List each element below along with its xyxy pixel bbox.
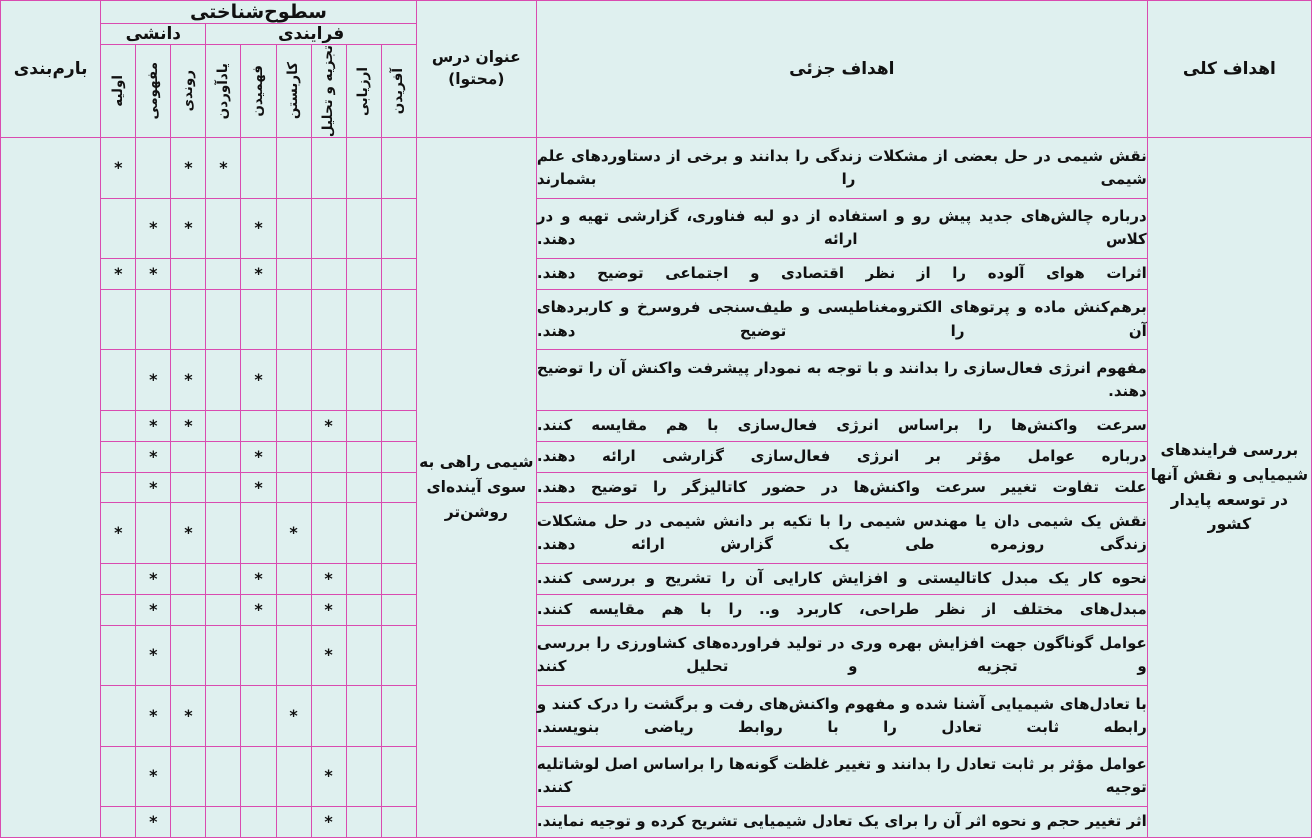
mark-cell-tajzie-tahlil[interactable]	[311, 289, 346, 349]
mark-cell-yadavardan[interactable]	[206, 503, 241, 563]
mark-cell-arzyabi[interactable]	[346, 198, 381, 258]
asterisk-mark-icon: *	[324, 766, 333, 786]
mark-cell-afaridan[interactable]	[381, 259, 416, 290]
asterisk-mark-icon: *	[149, 645, 158, 665]
mark-cell-ravandi[interactable]	[171, 563, 206, 594]
objective-cell: عوامل گوناگون جهت افزایش بهره وری در تولید فراورده‌های کشاورزی را بررسی و تجزیه و تحلیل کنند	[536, 625, 1147, 685]
mark-cell-tajzie-tahlil[interactable]	[311, 686, 346, 746]
table-row	[1, 441, 1312, 472]
mark-cell-afaridan[interactable]	[381, 138, 416, 198]
objective-cell: نحوه کار یک مبدل کاتالیستی و افزایش کارایی آن را تشریح و بررسی کنند.	[536, 563, 1147, 594]
mark-cell-tajzie-tahlil[interactable]	[311, 410, 346, 441]
table-row	[1, 807, 1312, 838]
mark-cell-karbastan[interactable]	[276, 138, 311, 198]
mark-cell-avalie[interactable]	[101, 472, 136, 503]
header-col-arzyabi: ارزیابی	[346, 45, 381, 138]
mark-cell-mafhoumi[interactable]	[136, 410, 171, 441]
asterisk-mark-icon: *	[254, 263, 263, 283]
mark-cell-ravandi[interactable]	[171, 350, 206, 410]
header-col-yadavardan: یادآوردن	[206, 45, 241, 138]
table-row	[1, 138, 1312, 198]
table-row	[1, 289, 1312, 349]
header-col-fahmidan: فهمیدن	[241, 45, 276, 138]
header-process-group: فرایندی	[206, 24, 416, 45]
mark-cell-avalie[interactable]	[101, 594, 136, 625]
mark-cell-yadavardan[interactable]	[206, 289, 241, 349]
mark-cell-avalie[interactable]	[101, 138, 136, 198]
mark-cell-yadavardan[interactable]	[206, 350, 241, 410]
mark-cell-afaridan[interactable]	[381, 686, 416, 746]
mark-cell-ravandi[interactable]	[171, 138, 206, 198]
mark-cell-fahmidan[interactable]	[241, 138, 276, 198]
table-row	[1, 594, 1312, 625]
mark-cell-yadavardan[interactable]	[206, 138, 241, 198]
mark-cell-yadavardan[interactable]	[206, 746, 241, 806]
mark-cell-tajzie-tahlil[interactable]	[311, 441, 346, 472]
table-body	[1, 138, 1312, 838]
header-knowledge-group: دانشی	[101, 24, 206, 45]
table-row	[1, 625, 1312, 685]
header-col-mafhoumi: مفهومی	[136, 45, 171, 138]
header-col-tajzie-tahlil: تجزیه و تحلیل	[311, 45, 346, 138]
mark-cell-arzyabi[interactable]	[346, 410, 381, 441]
mark-cell-arzyabi[interactable]	[346, 686, 381, 746]
asterisk-mark-icon: *	[149, 568, 158, 588]
mark-cell-ravandi[interactable]	[171, 746, 206, 806]
asterisk-mark-icon: *	[324, 599, 333, 619]
objective-cell: درباره چالش‌های جدید پیش رو و استفاده از دو لبه فناوری، گزارشی تهیه و در کلاس ارائه دهند.	[536, 198, 1147, 258]
objective-cell: نقش شیمی در حل بعضی از مشکلات زندگی را بدانند و برخی از دستاوردهای علم شیمی را بشمارند	[536, 138, 1147, 198]
header-col-avalie: اولیه	[101, 45, 136, 138]
mark-cell-afaridan[interactable]	[381, 472, 416, 503]
table-row	[1, 746, 1312, 806]
header-grading: بارم‌بندی	[1, 1, 101, 138]
mark-cell-karbastan[interactable]	[276, 594, 311, 625]
mark-cell-afaridan[interactable]	[381, 289, 416, 349]
objective-cell: نقش یک شیمی دان یا مهندس شیمی را با تکیه بر دانش شیمی در حل مشکلات زندگی روزمره طی یک گزارش ارائه دهند.	[536, 503, 1147, 563]
asterisk-mark-icon: *	[149, 218, 158, 238]
table-row	[1, 410, 1312, 441]
mark-cell-avalie[interactable]	[101, 563, 136, 594]
mark-cell-ravandi[interactable]	[171, 594, 206, 625]
objective-cell: درباره عوامل مؤثر بر انرژی فعال‌سازی گزارشی ارائه دهند.	[536, 441, 1147, 472]
table-row	[1, 472, 1312, 503]
mark-cell-karbastan[interactable]	[276, 198, 311, 258]
asterisk-mark-icon: *	[184, 157, 193, 177]
mark-cell-avalie[interactable]	[101, 410, 136, 441]
mark-cell-afaridan[interactable]	[381, 503, 416, 563]
mark-cell-ravandi[interactable]	[171, 410, 206, 441]
mark-cell-arzyabi[interactable]	[346, 625, 381, 685]
mark-cell-tajzie-tahlil[interactable]	[311, 746, 346, 806]
asterisk-mark-icon: *	[254, 446, 263, 466]
objective-cell: علت تفاوت تغییر سرعت واکنش‌ها در حضور کاتالیزگر را توضیح دهند.	[536, 472, 1147, 503]
mark-cell-karbastan[interactable]	[276, 289, 311, 349]
asterisk-mark-icon: *	[149, 477, 158, 497]
mark-cell-yadavardan[interactable]	[206, 563, 241, 594]
mark-cell-karbastan[interactable]	[276, 686, 311, 746]
table-row	[1, 563, 1312, 594]
mark-cell-mafhoumi[interactable]	[136, 746, 171, 806]
mark-cell-mafhoumi[interactable]	[136, 259, 171, 290]
mark-cell-avalie[interactable]	[101, 441, 136, 472]
mark-cell-arzyabi[interactable]	[346, 350, 381, 410]
mark-cell-mafhoumi[interactable]	[136, 625, 171, 685]
mark-cell-arzyabi[interactable]	[346, 472, 381, 503]
mark-cell-mafhoumi[interactable]	[136, 563, 171, 594]
asterisk-mark-icon: *	[254, 370, 263, 390]
objective-cell: مبدل‌های مختلف از نظر طراحی، کاربرد و.. را با هم مقایسه کنند.	[536, 594, 1147, 625]
asterisk-mark-icon: *	[149, 705, 158, 725]
asterisk-mark-icon: *	[184, 218, 193, 238]
mark-cell-karbastan[interactable]	[276, 625, 311, 685]
mark-cell-afaridan[interactable]	[381, 198, 416, 258]
mark-cell-yadavardan[interactable]	[206, 472, 241, 503]
mark-cell-ravandi[interactable]	[171, 503, 206, 563]
mark-cell-tajzie-tahlil[interactable]	[311, 594, 346, 625]
mark-cell-avalie[interactable]	[101, 746, 136, 806]
objective-cell: مفهوم انرژی فعال‌سازی را بدانند و با توجه به نمودار پیشرفت واکنش آن را توضیح دهند.	[536, 350, 1147, 410]
mark-cell-mafhoumi[interactable]	[136, 503, 171, 563]
header-col-afaridan: آفریدن	[381, 45, 416, 138]
mark-cell-tajzie-tahlil[interactable]	[311, 807, 346, 838]
grading-cell[interactable]	[1, 138, 101, 838]
objective-cell: اثر تغییر حجم و نحوه اثر آن را برای یک تعادل شیمیایی تشریح کرده و توجیه نمایند.	[536, 807, 1147, 838]
asterisk-mark-icon: *	[184, 705, 193, 725]
header-detailed-objectives: اهداف جزئی	[536, 1, 1147, 138]
asterisk-mark-icon: *	[114, 157, 123, 177]
mark-cell-yadavardan[interactable]	[206, 259, 241, 290]
mark-cell-fahmidan[interactable]	[241, 289, 276, 349]
mark-cell-karbastan[interactable]	[276, 441, 311, 472]
mark-cell-tajzie-tahlil[interactable]	[311, 503, 346, 563]
mark-cell-afaridan[interactable]	[381, 746, 416, 806]
lesson-title-cell: شیمی راهی به سوی آینده‌ای روشن‌تر	[416, 138, 536, 838]
mark-cell-yadavardan[interactable]	[206, 441, 241, 472]
asterisk-mark-icon: *	[149, 370, 158, 390]
mark-cell-arzyabi[interactable]	[346, 441, 381, 472]
mark-cell-arzyabi[interactable]	[346, 563, 381, 594]
table-row	[1, 686, 1312, 746]
mark-cell-karbastan[interactable]	[276, 503, 311, 563]
mark-cell-mafhoumi[interactable]	[136, 138, 171, 198]
table-row	[1, 198, 1312, 258]
mark-cell-mafhoumi[interactable]	[136, 472, 171, 503]
mark-cell-karbastan[interactable]	[276, 472, 311, 503]
mark-cell-arzyabi[interactable]	[346, 594, 381, 625]
mark-cell-fahmidan[interactable]	[241, 625, 276, 685]
asterisk-mark-icon: *	[254, 568, 263, 588]
mark-cell-avalie[interactable]	[101, 807, 136, 838]
header-lesson-title-line1: عنوان درس	[431, 48, 521, 67]
mark-cell-karbastan[interactable]	[276, 410, 311, 441]
mark-cell-ravandi[interactable]	[171, 289, 206, 349]
general-objective-cell: بررسی فرایندهای شیمیایی و نقش آنها در توسعه پایدار کشور	[1147, 138, 1311, 838]
header-row-1	[1, 1, 1312, 24]
objective-cell: برهم‌کنش ماده و پرتوهای الکترومغناطیسی و طیف‌سنجی فروسرخ و کاربردهای آن را توضیح دهند.	[536, 289, 1147, 349]
mark-cell-avalie[interactable]	[101, 503, 136, 563]
mark-cell-karbastan[interactable]	[276, 563, 311, 594]
mark-cell-ravandi[interactable]	[171, 807, 206, 838]
mark-cell-tajzie-tahlil[interactable]	[311, 472, 346, 503]
mark-cell-mafhoumi[interactable]	[136, 350, 171, 410]
mark-cell-fahmidan[interactable]	[241, 503, 276, 563]
mark-cell-ravandi[interactable]	[171, 472, 206, 503]
header-lesson-title	[416, 1, 536, 138]
mark-cell-avalie[interactable]	[101, 625, 136, 685]
mark-cell-tajzie-tahlil[interactable]	[311, 625, 346, 685]
mark-cell-ravandi[interactable]	[171, 198, 206, 258]
mark-cell-mafhoumi[interactable]	[136, 686, 171, 746]
mark-cell-afaridan[interactable]	[381, 563, 416, 594]
mark-cell-ravandi[interactable]	[171, 686, 206, 746]
header-lesson-title-line2: (محتوا)	[448, 70, 505, 89]
mark-cell-arzyabi[interactable]	[346, 289, 381, 349]
mark-cell-avalie[interactable]	[101, 259, 136, 290]
mark-cell-fahmidan[interactable]	[241, 686, 276, 746]
mark-cell-fahmidan[interactable]	[241, 441, 276, 472]
asterisk-mark-icon: *	[149, 263, 158, 283]
mark-cell-arzyabi[interactable]	[346, 259, 381, 290]
header-cognitive-levels: سطوح‌شناختی	[101, 1, 417, 24]
mark-cell-tajzie-tahlil[interactable]	[311, 138, 346, 198]
asterisk-mark-icon: *	[289, 523, 298, 543]
asterisk-mark-icon: *	[254, 218, 263, 238]
mark-cell-karbastan[interactable]	[276, 259, 311, 290]
asterisk-mark-icon: *	[114, 523, 123, 543]
table-row	[1, 259, 1312, 290]
mark-cell-afaridan[interactable]	[381, 594, 416, 625]
asterisk-mark-icon: *	[114, 263, 123, 283]
header-col-karbastan: کاربستن	[276, 45, 311, 138]
objective-cell: سرعت واکنش‌ها را براساس انرژی فعال‌سازی با هم مقایسه کنند.	[536, 410, 1147, 441]
mark-cell-karbastan[interactable]	[276, 807, 311, 838]
mark-cell-ravandi[interactable]	[171, 625, 206, 685]
mark-cell-fahmidan[interactable]	[241, 259, 276, 290]
mark-cell-mafhoumi[interactable]	[136, 594, 171, 625]
mark-cell-tajzie-tahlil[interactable]	[311, 563, 346, 594]
mark-cell-afaridan[interactable]	[381, 441, 416, 472]
mark-cell-yadavardan[interactable]	[206, 198, 241, 258]
table-header	[1, 1, 1312, 138]
asterisk-mark-icon: *	[149, 766, 158, 786]
asterisk-mark-icon: *	[324, 812, 333, 832]
mark-cell-avalie[interactable]	[101, 686, 136, 746]
mark-cell-yadavardan[interactable]	[206, 686, 241, 746]
mark-cell-yadavardan[interactable]	[206, 594, 241, 625]
asterisk-mark-icon: *	[324, 645, 333, 665]
mark-cell-afaridan[interactable]	[381, 807, 416, 838]
mark-cell-fahmidan[interactable]	[241, 198, 276, 258]
mark-cell-karbastan[interactable]	[276, 350, 311, 410]
mark-cell-afaridan[interactable]	[381, 350, 416, 410]
mark-cell-arzyabi[interactable]	[346, 503, 381, 563]
mark-cell-avalie[interactable]	[101, 289, 136, 349]
table-row	[1, 350, 1312, 410]
mark-cell-tajzie-tahlil[interactable]	[311, 259, 346, 290]
mark-cell-tajzie-tahlil[interactable]	[311, 198, 346, 258]
header-general-objectives: اهداف کلی	[1147, 1, 1311, 138]
mark-cell-arzyabi[interactable]	[346, 746, 381, 806]
mark-cell-mafhoumi[interactable]	[136, 441, 171, 472]
mark-cell-afaridan[interactable]	[381, 625, 416, 685]
asterisk-mark-icon: *	[254, 599, 263, 619]
mark-cell-fahmidan[interactable]	[241, 472, 276, 503]
objective-cell: عوامل مؤثر بر ثابت تعادل را بدانند و تغییر غلظت گونه‌ها را براساس اصل لوشاتلیه توجیه کنند.	[536, 746, 1147, 806]
mark-cell-fahmidan[interactable]	[241, 807, 276, 838]
mark-cell-ravandi[interactable]	[171, 441, 206, 472]
mark-cell-tajzie-tahlil[interactable]	[311, 350, 346, 410]
mark-cell-mafhoumi[interactable]	[136, 289, 171, 349]
asterisk-mark-icon: *	[184, 523, 193, 543]
asterisk-mark-icon: *	[149, 599, 158, 619]
mark-cell-ravandi[interactable]	[171, 259, 206, 290]
asterisk-mark-icon: *	[324, 415, 333, 435]
mark-cell-arzyabi[interactable]	[346, 138, 381, 198]
asterisk-mark-icon: *	[149, 415, 158, 435]
asterisk-mark-icon: *	[184, 415, 193, 435]
mark-cell-avalie[interactable]	[101, 350, 136, 410]
mark-cell-fahmidan[interactable]	[241, 746, 276, 806]
mark-cell-yadavardan[interactable]	[206, 807, 241, 838]
asterisk-mark-icon: *	[289, 705, 298, 725]
asterisk-mark-icon: *	[149, 812, 158, 832]
mark-cell-fahmidan[interactable]	[241, 594, 276, 625]
mark-cell-mafhoumi[interactable]	[136, 807, 171, 838]
mark-cell-fahmidan[interactable]	[241, 350, 276, 410]
asterisk-mark-icon: *	[219, 157, 228, 177]
mark-cell-yadavardan[interactable]	[206, 625, 241, 685]
table-row	[1, 503, 1312, 563]
mark-cell-arzyabi[interactable]	[346, 807, 381, 838]
objective-cell: با تعادل‌های شیمیایی آشنا شده و مفهوم واکنش‌های رفت و برگشت را درک کنند و رابطه ثابت تعادل را با روابط ریاضی بنویسند.	[536, 686, 1147, 746]
mark-cell-afaridan[interactable]	[381, 410, 416, 441]
mark-cell-fahmidan[interactable]	[241, 410, 276, 441]
mark-cell-avalie[interactable]	[101, 198, 136, 258]
mark-cell-karbastan[interactable]	[276, 746, 311, 806]
asterisk-mark-icon: *	[254, 477, 263, 497]
asterisk-mark-icon: *	[149, 446, 158, 466]
objective-cell: اثرات هوای آلوده را از نظر اقتصادی و اجتماعی توضیح دهند.	[536, 259, 1147, 290]
asterisk-mark-icon: *	[324, 568, 333, 588]
mark-cell-fahmidan[interactable]	[241, 563, 276, 594]
asterisk-mark-icon: *	[184, 370, 193, 390]
mark-cell-yadavardan[interactable]	[206, 410, 241, 441]
mark-cell-mafhoumi[interactable]	[136, 198, 171, 258]
header-col-ravandi: روندی	[171, 45, 206, 138]
